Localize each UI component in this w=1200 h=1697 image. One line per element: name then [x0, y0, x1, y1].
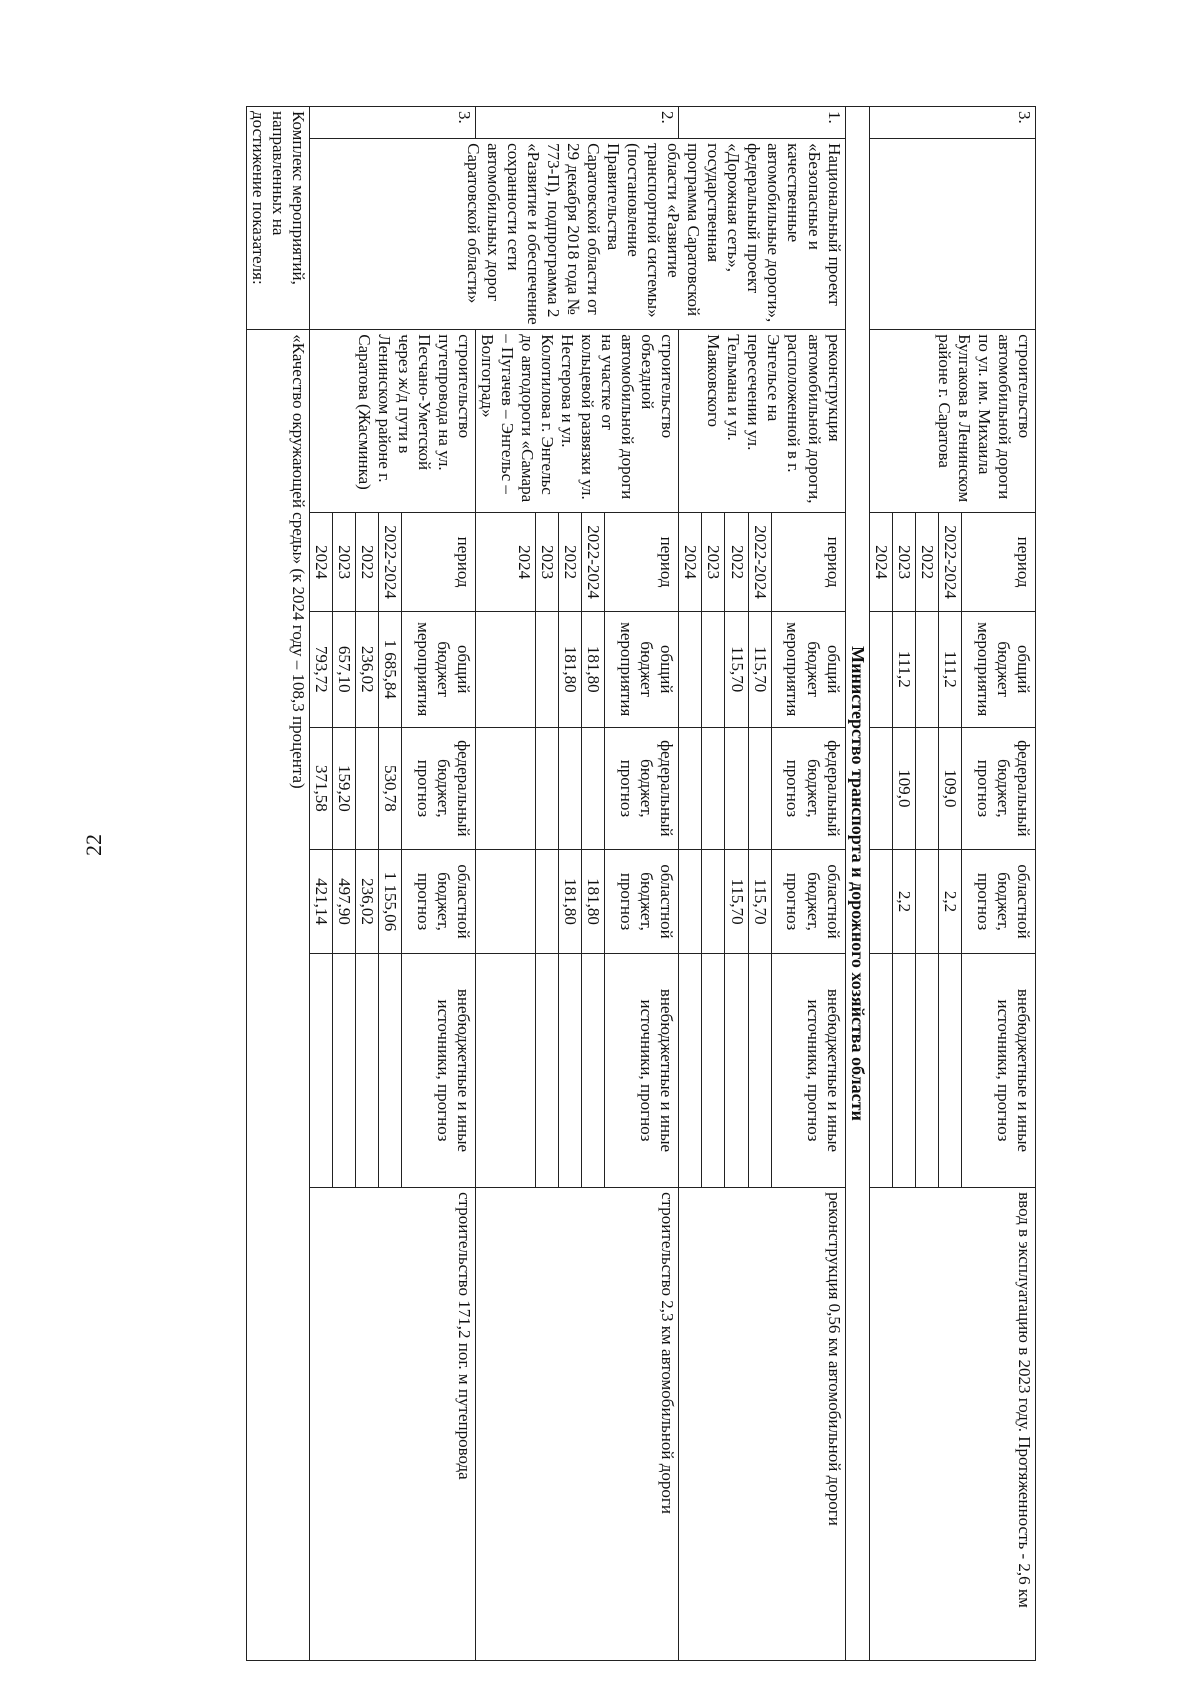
total-cell: 236,02 [355, 611, 378, 727]
total-cell [915, 611, 938, 727]
extra-cell [355, 953, 378, 1187]
federal-cell [355, 727, 378, 850]
table-row [401, 107, 475, 1661]
program-description: Национальный проект «Безопасные и качественные автомобильные дороги», федеральный проект «Дорожная сеть», государственная программа Саратовской области «Развитие транспортной системы» (постановление Правительства Саратовской области от 29 декабря 2018 года № 773-П), подпрограмма 2 «Развитие и обеспечение сохранности сети автомобильных дорог Саратовской области» [309, 139, 845, 330]
total-cell: 111,2 [892, 611, 915, 727]
event-result: ввод в эксплуатацию в 2023 году. Протяженность - 2,6 км [869, 1188, 1035, 1661]
row-number: 3. [869, 107, 1035, 139]
period-cell: 2022 [725, 513, 748, 612]
period-cell: 2024 [679, 513, 702, 612]
period-cell: 2022-2024 [582, 513, 605, 612]
period-cell: 2023 [702, 513, 725, 612]
regional-cell [869, 850, 892, 954]
total-cell: 115,70 [725, 611, 748, 727]
extra-cell [582, 953, 605, 1187]
total-budget-header: общий бюджет мероприятия [605, 611, 679, 727]
regional-cell: 2,2 [938, 850, 961, 954]
regional-cell: 497,90 [332, 850, 355, 954]
period-cell: 2022 [355, 513, 378, 612]
total-cell: 111,2 [938, 611, 961, 727]
period-cell: 2023 [892, 513, 915, 612]
page-number: 22 [81, 834, 106, 856]
complex-indicator: «Качество окружающей среды» (к 2024 году – 108,3 процента) [246, 330, 309, 1661]
event-result: реконструкция 0,56 км автомобильной дороги [679, 1188, 845, 1661]
total-cell: 1 685,84 [378, 611, 401, 727]
period-header: период [401, 513, 475, 612]
regional-cell [915, 850, 938, 954]
federal-cell [869, 727, 892, 850]
extra-budget-header: внебюджетные и иные источники, прогноз [605, 953, 679, 1187]
regional-cell: 115,70 [725, 850, 748, 954]
rotated-page-content [170, 106, 1036, 1661]
row-number: 1. [679, 107, 845, 139]
extra-cell [559, 953, 582, 1187]
federal-cell [702, 727, 725, 850]
federal-cell [536, 727, 559, 850]
federal-cell [679, 727, 702, 850]
extra-cell [725, 953, 748, 1187]
regional-cell: 115,70 [748, 850, 771, 954]
event-description: строительство объездной автомобильной дороги на участке от кольцевой развязки ул. Нестерова и ул. Колотилова г. Энгельс до автодороги «Самара – Пугачев – Энгельс – Волгоград» [475, 330, 678, 513]
period-cell: 2022 [559, 513, 582, 612]
extra-cell [309, 953, 332, 1187]
federal-cell [559, 727, 582, 850]
period-header: период [605, 513, 679, 612]
period-header: период [962, 513, 1036, 612]
extra-cell [378, 953, 401, 1187]
total-cell: 115,70 [748, 611, 771, 727]
total-budget-header: общий бюджет мероприятия [771, 611, 845, 727]
total-cell: 793,72 [309, 611, 332, 727]
event-description: строительство путепровода на ул. Песчано-Уметской через ж/д пути в Ленинском районе г. Саратова (Жасминка) [309, 330, 475, 513]
regional-cell [702, 850, 725, 954]
period-cell: 2023 [536, 513, 559, 612]
regional-cell [679, 850, 702, 954]
federal-budget-header: федеральный бюджет, прогноз [771, 727, 845, 850]
total-budget-header: общий бюджет мероприятия [962, 611, 1036, 727]
extra-cell [702, 953, 725, 1187]
total-budget-header: общий бюджет мероприятия [401, 611, 475, 727]
extra-cell [892, 953, 915, 1187]
federal-cell [915, 727, 938, 850]
table-row [246, 107, 309, 1661]
regional-cell: 181,80 [559, 850, 582, 954]
extra-cell [748, 953, 771, 1187]
regional-cell: 236,02 [355, 850, 378, 954]
extra-cell [915, 953, 938, 1187]
extra-cell [679, 953, 702, 1187]
regional-cell: 181,80 [582, 850, 605, 954]
period-cell: 2024 [309, 513, 332, 612]
federal-cell: 371,58 [309, 727, 332, 850]
event-description: реконструкция автомобильной дороги, расположенной в г. Энгельсе на пересечении ул. Тельмана и ул. Маяковского [679, 330, 845, 513]
total-cell [475, 611, 535, 727]
period-cell: 2022-2024 [748, 513, 771, 612]
event-result: строительство 2,3 км автомобильной дороги [475, 1188, 678, 1661]
total-cell [536, 611, 559, 727]
row-number: 3. [309, 107, 475, 139]
extra-cell [869, 953, 892, 1187]
federal-cell: 530,78 [378, 727, 401, 850]
table-row [845, 107, 869, 1661]
federal-cell: 109,0 [938, 727, 961, 850]
total-cell [702, 611, 725, 727]
complex-label: Комплекс мероприятий, направленных на достижение показателя: [246, 107, 309, 330]
period-cell: 2023 [332, 513, 355, 612]
table-row [771, 107, 845, 1661]
regional-budget-header: областной бюджет, прогноз [605, 850, 679, 954]
events-table [246, 106, 1036, 1661]
federal-budget-header: федеральный бюджет, прогноз [962, 727, 1036, 850]
extra-cell [475, 953, 535, 1187]
regional-budget-header: областной бюджет, прогноз [771, 850, 845, 954]
extra-cell [332, 953, 355, 1187]
extra-cell [536, 953, 559, 1187]
extra-budget-header: внебюджетные и иные источники, прогноз [771, 953, 845, 1187]
period-cell: 2022-2024 [378, 513, 401, 612]
event-description: строительство автомобильной дороги по ул. им. Михаила Булгакова в Ленинском районе г. Саратова [869, 330, 1035, 513]
period-cell: 2022 [915, 513, 938, 612]
period-cell: 2022-2024 [938, 513, 961, 612]
federal-cell: 109,0 [892, 727, 915, 850]
table-row [962, 107, 1036, 1661]
program-cell-empty [869, 139, 1035, 330]
regional-cell [536, 850, 559, 954]
federal-cell: 159,20 [332, 727, 355, 850]
federal-cell [475, 727, 535, 850]
total-cell: 181,80 [582, 611, 605, 727]
total-cell [679, 611, 702, 727]
total-cell [869, 611, 892, 727]
period-cell: 2024 [475, 513, 535, 612]
federal-cell [748, 727, 771, 850]
regional-budget-header: областной бюджет, прогноз [401, 850, 475, 954]
total-cell: 657,10 [332, 611, 355, 727]
period-header: период [771, 513, 845, 612]
extra-cell [938, 953, 961, 1187]
federal-budget-header: федеральный бюджет, прогноз [401, 727, 475, 850]
regional-cell: 421,14 [309, 850, 332, 954]
ministry-title: Министерство транспорта и дорожного хозяйства области [845, 107, 869, 1661]
table-row [605, 107, 679, 1661]
federal-cell [725, 727, 748, 850]
total-cell: 181,80 [559, 611, 582, 727]
extra-budget-header: внебюджетные и иные источники, прогноз [962, 953, 1036, 1187]
row-number: 2. [475, 107, 678, 139]
period-cell: 2024 [869, 513, 892, 612]
federal-cell [582, 727, 605, 850]
event-result: строительство 171,2 пог. м путепровода [309, 1188, 475, 1661]
regional-cell [475, 850, 535, 954]
regional-cell: 1 155,06 [378, 850, 401, 954]
federal-budget-header: федеральный бюджет, прогноз [605, 727, 679, 850]
extra-budget-header: внебюджетные и иные источники, прогноз [401, 953, 475, 1187]
regional-cell: 2,2 [892, 850, 915, 954]
regional-budget-header: областной бюджет, прогноз [962, 850, 1036, 954]
